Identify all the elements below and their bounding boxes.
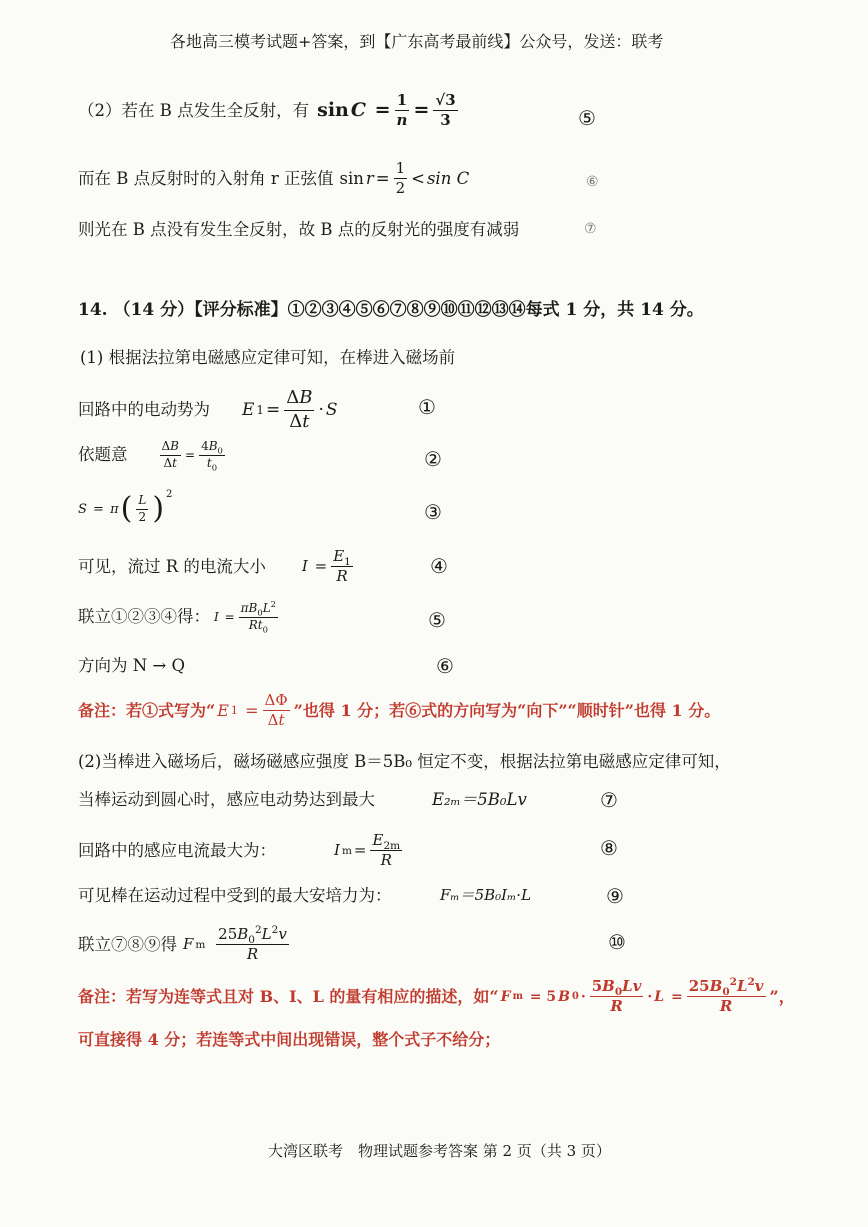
q14-part1-intro: (1) 根据法拉第电磁感应定律可知，在棒进入磁场前: [80, 348, 456, 367]
q14-direction: 方向为 N → Q: [78, 656, 186, 675]
formula-e2m: E₂ₘ＝5B₀Lv: [432, 790, 527, 809]
q14-mark-7: ⑦: [600, 788, 618, 812]
formula-fm: Fₘ＝5B₀Iₘ·L: [440, 886, 532, 904]
header-banner: 各地高三模考试题+答案，到【广东高考最前线】公众号，发送：联考: [170, 32, 664, 51]
q14-mark-8: ⑧: [600, 836, 618, 860]
q14-line-combine: [78, 599, 280, 635]
q13-incidence-text: 而在 B 点反射时的入射角 r 正弦值: [78, 168, 334, 188]
note1-suffix: ”也得 1 分；若⑥式的方向写为“向下”“顺时针”也得 1 分。: [293, 700, 721, 720]
note2-suffix: ”，: [769, 986, 795, 1006]
q13-formula-sinr: sin r = $\frac{1}{2}$ < sin C: [339, 159, 470, 198]
q13-line-total-reflection: [78, 92, 460, 130]
max-current-label: 回路中的感应电流最大为：: [78, 840, 276, 860]
formula-e1: E 1 = $\frac{\Delta B}{\Delta t}$ · S: [242, 387, 338, 432]
emf-label: 回路中的电动势为: [78, 399, 210, 419]
q14-line-final: [78, 926, 291, 964]
formula-i-result: I = $\frac{\pi B_0L^2}{Rt_0}$: [214, 599, 276, 635]
q13-conclusion: 则光在 B 点没有发生全反射，故 B 点的反射光的强度有减弱: [78, 220, 520, 239]
current-label: 可见，流过 R 的电流大小: [78, 556, 266, 576]
q14-mark-10: ⑩: [608, 930, 626, 954]
q13-mark-6: ⑥: [586, 174, 599, 190]
q14-mark-4: ④: [430, 554, 448, 578]
q14-note-1: [78, 692, 720, 730]
q14-title: 14. （14 分）【评分标准】①②③④⑤⑥⑦⑧⑨⑩⑪⑫⑬⑭每式 1 分，共 14 分。: [78, 300, 704, 320]
combine-label: 联立①②③④得：: [78, 607, 210, 627]
q14-line-max-force: 可见棒在运动过程中受到的最大安培力为：: [78, 886, 392, 905]
q14-part2-intro: (2)当棒进入磁场后，磁场磁感应强度 B＝5B₀ 恒定不变，根据法拉第电磁感应定律可知，: [78, 752, 731, 771]
q14-mark-6: ⑥: [436, 654, 454, 678]
formula-e1-phi: E 1 = $\frac{\Delta\Phi}{\Delta t}$: [217, 691, 288, 730]
page-footer: 大湾区联考 物理试题参考答案 第 2 页（共 3 页）: [268, 1142, 611, 1160]
q14-line-max-current: [78, 832, 404, 870]
note1-prefix: 备注：若①式写为“: [78, 700, 216, 720]
q13-line-incidence: [78, 160, 469, 198]
formula-i: I = $\frac{E_1}{R}$: [301, 547, 351, 586]
q14-line-max-emf: 当棒运动到圆心时，感应电动势达到最大: [78, 790, 375, 809]
formula-fm-result: F m $\frac{25B_0^2L^2v}{R}$: [183, 924, 287, 964]
q14-mark-3: ③: [424, 500, 442, 524]
formula-im: I m = $\frac{E_{2m}}{R}$: [334, 831, 401, 870]
q14-line-emf: [78, 388, 338, 432]
q14-note-2-cont: 可直接得 4 分；若连等式中间出现错误，整个式子不给分；: [78, 1030, 501, 1049]
q13-line-text: （2）若在 B 点发生全反射，有: [78, 100, 310, 120]
q14-mark-2: ②: [424, 447, 442, 471]
note2-prefix: 备注：若写为连等式且对 B、I、L 的量有相应的描述，如“: [78, 986, 499, 1006]
q13-mark-5: ⑤: [578, 106, 596, 130]
q13-mark-7: ⑦: [584, 221, 597, 237]
q14-line-given: [78, 440, 227, 471]
q14-mark-1: ①: [418, 395, 436, 419]
formula-area: S = π ( $\frac{L}{2}$ ) $^2$: [78, 489, 173, 527]
q13-formula-sinc: sin C = $\frac{1}{n}$ = $\frac{√3}{3}$: [317, 91, 456, 130]
formula-fm-chain: F m = 5 B 0 · $\frac{5B_0Lv}{R}$ · L = $\frac{25B_0^2L^2v}{R}$: [500, 976, 764, 1016]
final-label: 联立⑦⑧⑨得: [78, 934, 177, 954]
q14-mark-9: ⑨: [606, 884, 624, 908]
q14-line-current: [78, 548, 355, 586]
q14-note-2: [78, 978, 795, 1016]
q14-mark-5: ⑤: [428, 608, 446, 632]
given-label: 依题意: [78, 445, 128, 465]
formula-db-dt: $\frac{\Delta B}{\Delta t}$ = $\frac{4B_0}{t_0}$: [161, 439, 223, 473]
